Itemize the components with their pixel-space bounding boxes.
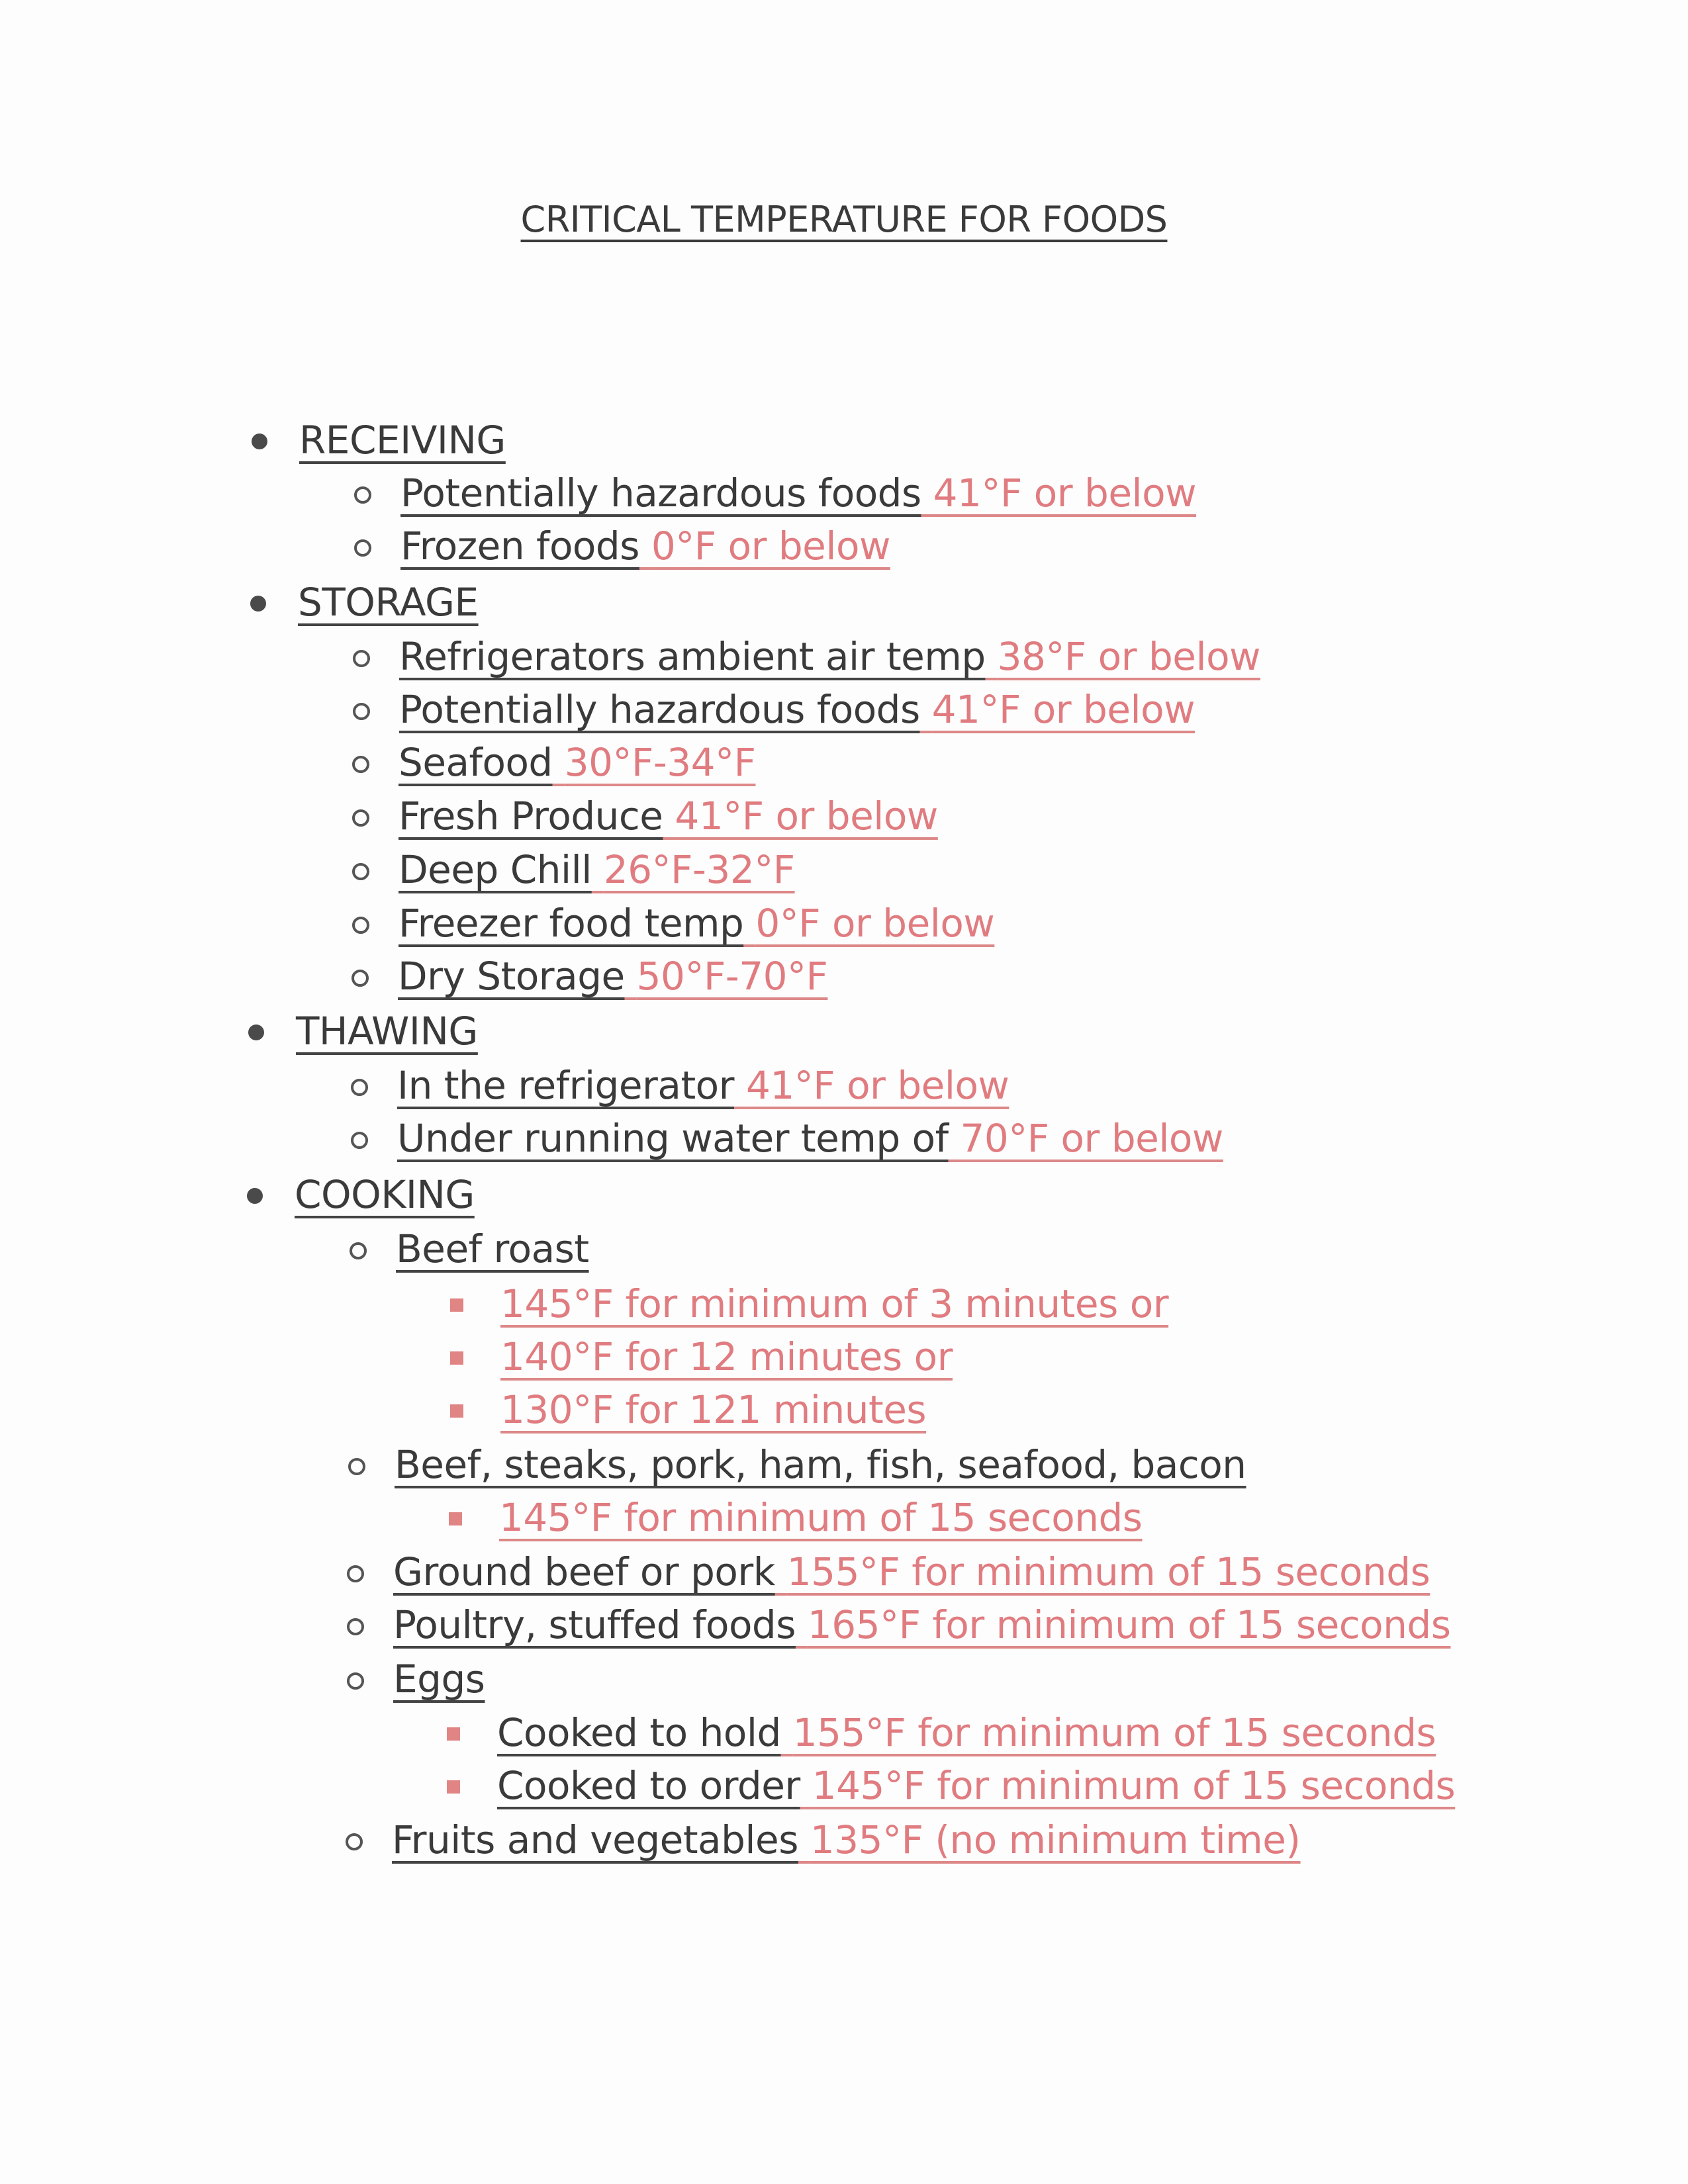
item-label: Fruits and vegetables — [392, 1817, 798, 1862]
item-value: 0°F or below — [651, 523, 890, 569]
item-label: Fresh Produce — [399, 794, 663, 839]
item-label: Seafood — [399, 740, 553, 785]
sub-item-value: 145°F for minimum of 15 seconds — [812, 1763, 1456, 1808]
item-label: Beef, steaks, pork, ham, fish, seafood, bacon — [395, 1442, 1246, 1487]
section-heading: STORAGE — [298, 580, 479, 625]
sub-item-value: 130°F for 121 minutes — [500, 1387, 927, 1432]
circle-bullet-icon — [352, 970, 369, 987]
item-label: Ground beef or pork — [393, 1549, 775, 1594]
bullet-icon — [252, 433, 267, 449]
item-label: Potentially hazardous foods — [399, 687, 920, 732]
item-value: 41°F or below — [931, 687, 1196, 732]
item-label: In the refrigerator — [397, 1063, 735, 1108]
square-bullet-icon — [450, 1404, 463, 1418]
sub-item-label: Cooked to order — [497, 1763, 800, 1808]
bullet-icon — [250, 596, 266, 612]
item-value: 41°F or below — [933, 471, 1197, 516]
section-heading: THAWING — [296, 1009, 478, 1054]
section-heading: RECEIVING — [299, 418, 506, 463]
item-value: 135°F (no minimum time) — [810, 1817, 1301, 1862]
item-label: Under running water temp of — [397, 1116, 949, 1161]
bullet-icon — [248, 1024, 264, 1040]
circle-bullet-icon — [353, 703, 370, 720]
item-value: 165°F for minimum of 15 seconds — [807, 1602, 1451, 1647]
circle-bullet-icon — [347, 1618, 364, 1635]
circle-bullet-icon — [351, 1132, 368, 1149]
item-value: 26°F-32°F — [603, 847, 795, 892]
sub-item-label: Cooked to hold — [497, 1710, 781, 1755]
item-label: Dry Storage — [398, 954, 625, 999]
item-value: 38°F or below — [997, 634, 1260, 679]
sub-item-value: 140°F for 12 minutes or — [500, 1334, 953, 1379]
square-bullet-icon — [447, 1780, 460, 1794]
circle-bullet-icon — [348, 1458, 365, 1475]
circle-bullet-icon — [352, 917, 369, 934]
square-bullet-icon — [450, 1298, 463, 1312]
sub-item-value: 155°F for minimum of 15 seconds — [792, 1710, 1436, 1755]
sub-item-value: 145°F for minimum of 15 seconds — [499, 1495, 1143, 1540]
item-label: Potentially hazardous foods — [400, 471, 921, 516]
item-value: 0°F or below — [755, 901, 995, 946]
square-bullet-icon — [449, 1512, 462, 1525]
circle-bullet-icon — [347, 1672, 364, 1690]
circle-bullet-icon — [350, 1242, 367, 1259]
square-bullet-icon — [447, 1727, 460, 1741]
item-value: 30°F-34°F — [564, 740, 756, 785]
circle-bullet-icon — [354, 486, 371, 504]
item-label: Deep Chill — [399, 847, 592, 892]
item-value: 41°F or below — [745, 1063, 1009, 1108]
sub-item-value: 145°F for minimum of 3 minutes or — [500, 1281, 1169, 1326]
page-title-text: CRITICAL TEMPERATURE FOR FOODS — [520, 199, 1168, 240]
circle-bullet-icon — [346, 1833, 363, 1850]
circle-bullet-icon — [351, 1079, 368, 1096]
item-label: Freezer food temp — [399, 901, 744, 946]
bullet-icon — [247, 1188, 263, 1204]
item-value: 70°F or below — [960, 1116, 1223, 1161]
item-label: Eggs — [393, 1657, 485, 1702]
circle-bullet-icon — [352, 863, 369, 880]
circle-bullet-icon — [354, 539, 371, 557]
section-heading: COOKING — [295, 1172, 475, 1217]
item-label: Poultry, stuffed foods — [393, 1602, 796, 1647]
item-value: 41°F or below — [675, 794, 938, 839]
item-label: Refrigerators ambient air temp — [399, 634, 986, 679]
page-title — [0, 199, 1688, 240]
circle-bullet-icon — [347, 1565, 364, 1582]
item-label: Beef roast — [396, 1226, 589, 1271]
item-label: Frozen foods — [400, 523, 639, 569]
circle-bullet-icon — [353, 650, 370, 667]
item-value: 50°F-70°F — [636, 954, 828, 999]
square-bullet-icon — [450, 1351, 463, 1365]
item-value: 155°F for minimum of 15 seconds — [786, 1549, 1430, 1594]
circle-bullet-icon — [352, 756, 369, 773]
circle-bullet-icon — [352, 809, 369, 827]
